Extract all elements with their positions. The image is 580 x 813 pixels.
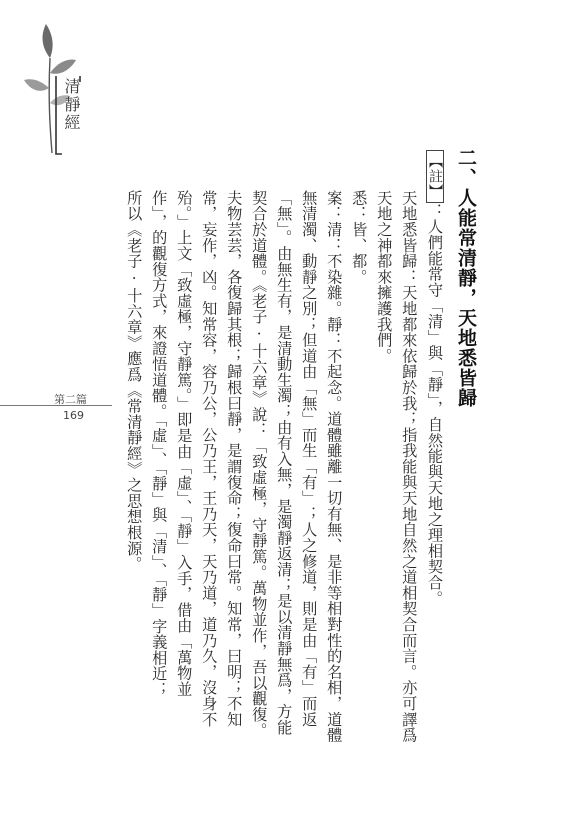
text-column-4: 悉：皆、都。 bbox=[350, 190, 369, 285]
note-mark: 【註】 bbox=[426, 150, 444, 203]
column-text: ：人們能常守「清」與「靜」，自然能與天地之理相契合。 bbox=[426, 203, 444, 607]
logo-title: 清靜經 bbox=[62, 78, 81, 132]
text-column-6: 無清濁、動靜之別；但道由「無」而生「有」；人之修道，則是由「有」而返 bbox=[300, 190, 319, 728]
text-column-13: 所以《老子·十六章》應爲《常清靜經》之思想根源。 bbox=[125, 190, 144, 572]
text-column-8: 契合於道體。《老子·十六章》說：「致虛極，守靜篤。萬物並作，吾以觀復。 bbox=[250, 190, 269, 739]
text-column-5: 案：清：不染雜。靜：不起念。道體雖離一切有無、是非等相對性的名相，道體 bbox=[325, 190, 344, 743]
text-column-12: 作」，的觀復方式，來證悟道體。「虛」、「靜」與「清」、「靜」字義相近； bbox=[150, 190, 169, 698]
section-heading: 二、人能常清靜，天地悉皆歸 bbox=[455, 148, 477, 408]
text-column-10: 常，妄作，凶。知常容，容乃公，公乃王，王乃天，天乃道，道乃久，沒身不 bbox=[200, 190, 219, 728]
book-logo bbox=[22, 18, 82, 158]
text-column-2: 天地悉皆歸：天地都來依歸於我；指我能與天地自然之道相契合而言。亦可譯爲 bbox=[400, 190, 419, 743]
chapter-label: 第二篇 bbox=[54, 393, 87, 406]
page-number: 169 bbox=[63, 409, 84, 422]
text-column-11: 殆。」上文「致虛極，守靜篤。」即是由「虛」、「靜」入手，借由「萬物並 bbox=[175, 190, 194, 697]
logo-bracket-icon bbox=[22, 18, 82, 158]
text-column-3: 天地之神都來擁護我們。 bbox=[375, 190, 394, 364]
text-column-1 bbox=[426, 150, 444, 606]
text-column-7: 「無」。由無生有，是清動生濁；由有入無，是濁靜返清；是以清靜無爲，方能 bbox=[275, 190, 294, 736]
text-column-9: 夫物芸芸，各復歸其根；歸根曰靜，是謂復命；復命曰常。知常，曰明；不知 bbox=[225, 190, 244, 728]
